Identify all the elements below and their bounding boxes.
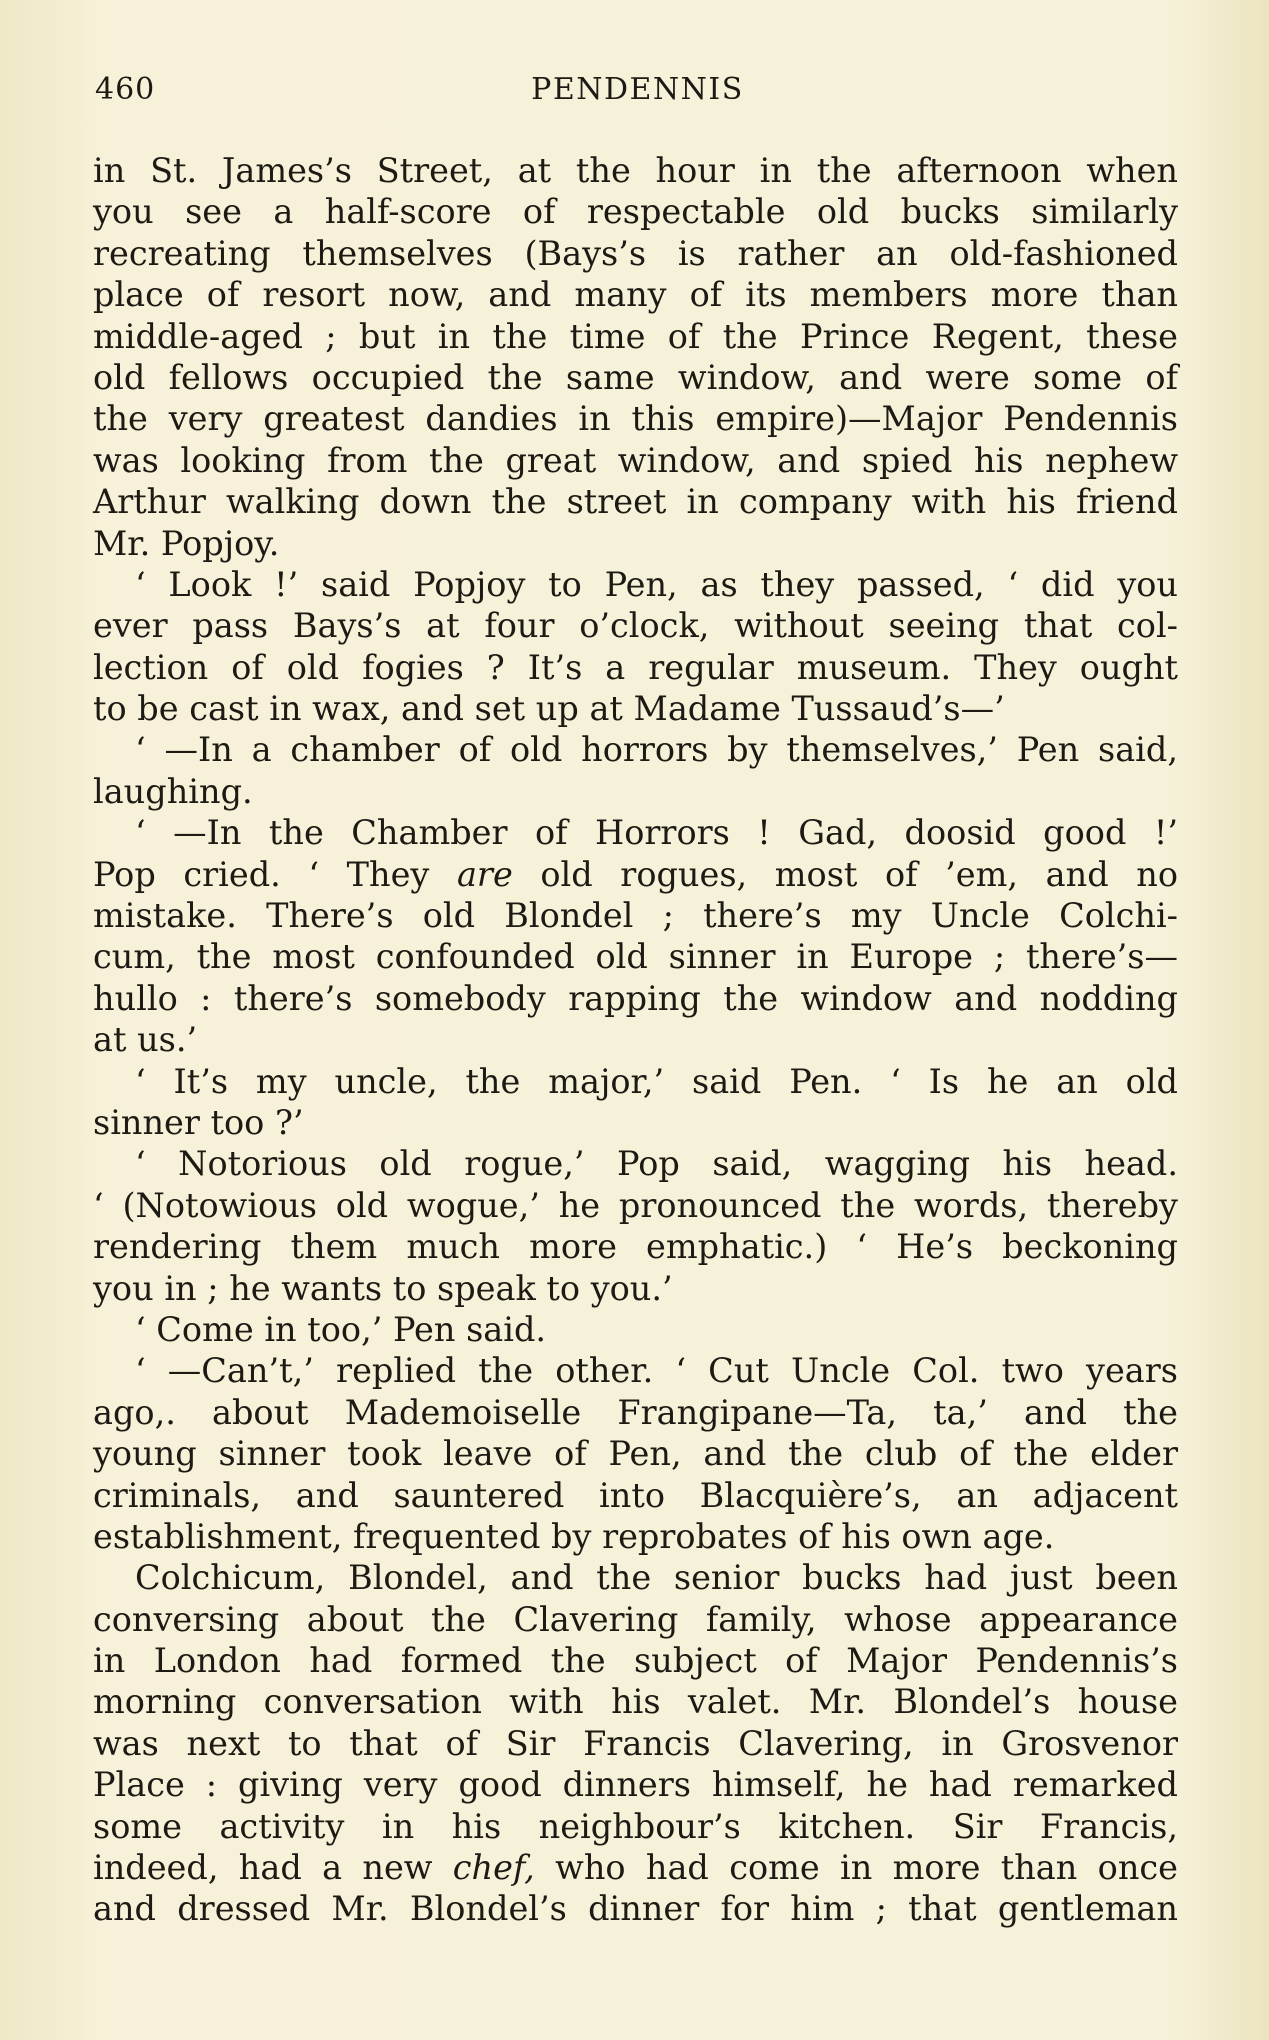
text-line: indeed, had a new chef, who had come in more than once xyxy=(93,1848,1178,1888)
text-line: conversing about the Clavering family, whose appearance xyxy=(93,1599,1178,1639)
text-line: recreating themselves (Bays’s is rather an old-fashioned xyxy=(93,233,1178,273)
text-line: at us.’ xyxy=(93,1020,198,1060)
text-line: hullo : there’s somebody rapping the window and nodding xyxy=(93,978,1178,1018)
text-line: criminals, and sauntered into Blacquière’s, an adjacent xyxy=(93,1475,1178,1515)
text-line: some activity in his neighbour’s kitchen. Sir Francis, xyxy=(93,1806,1178,1846)
text-line: you in ; he wants to speak to you.’ xyxy=(93,1268,673,1308)
text-line: cum, the most confounded old sinner in Europe ; there’s— xyxy=(93,937,1178,977)
text-line: ‘ (Notowious old wogue,’ he pronounced the words, thereby xyxy=(93,1185,1178,1225)
running-title: PENDENNIS xyxy=(531,72,744,107)
text-line: mistake. There’s old Blondel ; there’s my Uncle Colchi- xyxy=(93,896,1178,936)
text-line: in St. James’s Street, at the hour in the afternoon when xyxy=(93,151,1178,190)
text-line: in London had formed the subject of Major Pendennis’s xyxy=(93,1641,1178,1681)
text-line: sinner too ?’ xyxy=(93,1102,304,1142)
text-line: Place : giving very good dinners himself, he had remarked xyxy=(93,1765,1178,1805)
text-line: laughing. xyxy=(93,771,253,811)
text-line: ‘ Look !’ said Popjoy to Pen, as they passed, ‘ did you xyxy=(135,564,1178,604)
text-line: Pop cried. ‘ They are old rogues, most of ’em, and no xyxy=(93,854,1178,894)
text-line: you see a half-score of respectable old bucks similarly xyxy=(93,192,1178,232)
running-head xyxy=(95,72,1180,116)
text-line: ‘ Come in too,’ Pen said. xyxy=(135,1309,547,1349)
text-line: Arthur walking down the street in company with his friend xyxy=(93,482,1178,522)
text-line: establishment, frequented by reprobates of his own age. xyxy=(93,1516,1055,1556)
text-line: rendering them much more emphatic.) ‘ He’s beckoning xyxy=(93,1227,1178,1267)
text-line: ‘ It’s my uncle, the major,’ said Pen. ‘ Is he an old xyxy=(135,1061,1178,1101)
text-line: was looking from the great window, and spied his nephew xyxy=(93,440,1178,480)
text-line: was next to that of Sir Francis Clavering, in Grosvenor xyxy=(93,1723,1178,1763)
text-line: young sinner took leave of Pen, and the club of the elder xyxy=(93,1434,1178,1474)
body-text xyxy=(93,150,1178,1930)
text-line: to be cast in wax, and set up at Madame Tussaud’s—’ xyxy=(93,689,1005,729)
text-line: ‘ —In the Chamber of Horrors ! Gad, doosid good !’ xyxy=(135,813,1178,853)
text-line: lection of old fogies ? It’s a regular museum. They ought xyxy=(93,647,1178,687)
text-line: ago,. about Mademoiselle Frangipane—Ta, ta,’ and the xyxy=(93,1392,1178,1432)
text-line: ‘ —Can’t,’ replied the other. ‘ Cut Uncle Col. two years xyxy=(135,1351,1178,1391)
text-line: the very greatest dandies in this empire)—Major Pendennis xyxy=(93,399,1178,439)
text-line: old fellows occupied the same window, and were some of xyxy=(93,357,1178,397)
text-line: ‘ Notorious old rogue,’ Pop said, wagging his head. xyxy=(135,1144,1178,1184)
text-line: Mr. Popjoy. xyxy=(93,523,280,563)
page-number: 460 xyxy=(95,72,156,107)
text-line: ‘ —In a chamber of old horrors by themselves,’ Pen said, xyxy=(135,730,1178,770)
text-line: morning conversation with his valet. Mr. Blondel’s house xyxy=(93,1682,1178,1722)
text-line: middle-aged ; but in the time of the Prince Regent, these xyxy=(93,316,1178,356)
text-line: place of resort now, and many of its members more than xyxy=(93,275,1178,315)
text-line: ever pass Bays’s at four o’clock, without seeing that col- xyxy=(93,606,1178,646)
text-line: Colchicum, Blondel, and the senior bucks had just been xyxy=(135,1558,1178,1598)
text-line: and dressed Mr. Blondel’s dinner for him ; that gentleman xyxy=(93,1889,1178,1929)
